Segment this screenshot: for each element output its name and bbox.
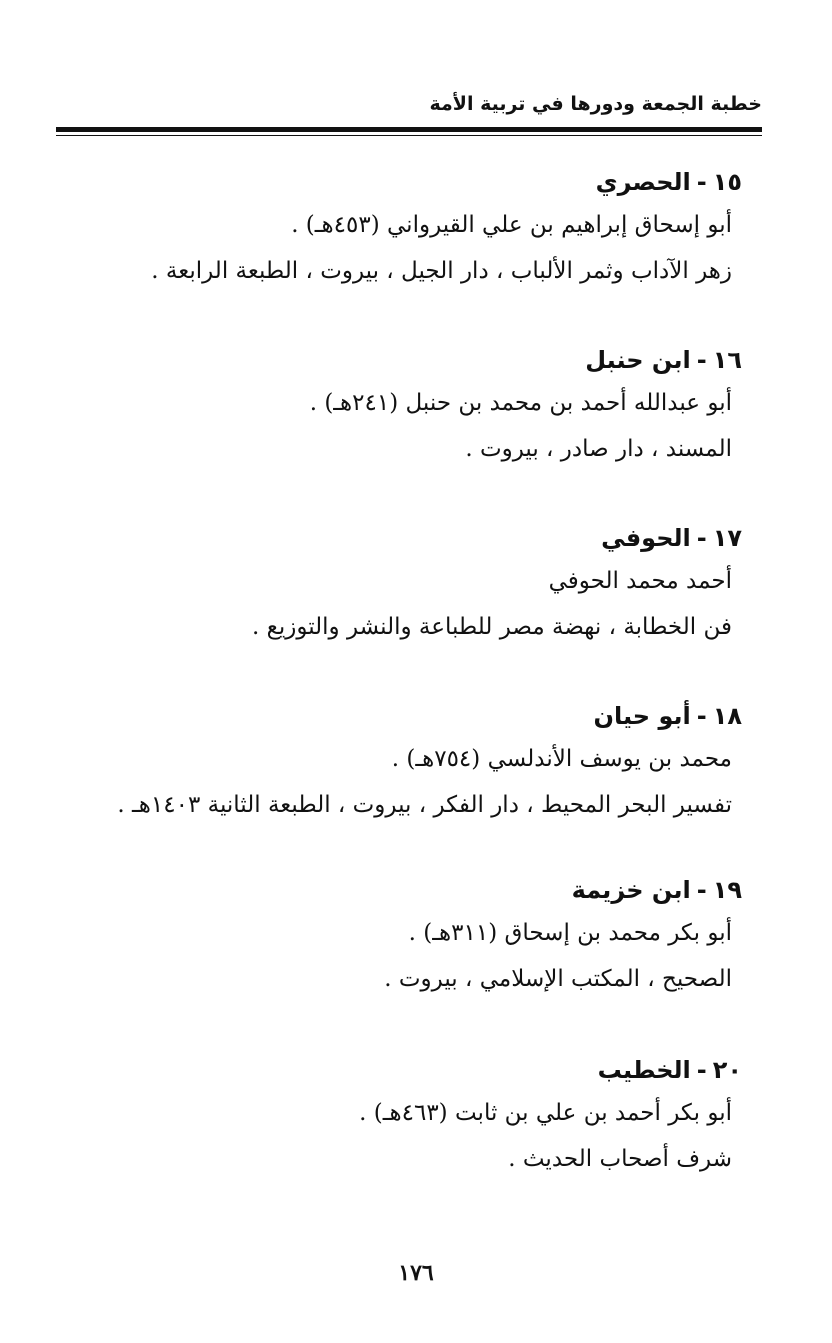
entry-heading <box>60 696 742 736</box>
entry-separator: - <box>696 346 707 374</box>
bibliography-entry-17 <box>60 518 742 650</box>
header-rule-thick <box>56 127 762 132</box>
entry-book: تفسير البحر المحيط ، دار الفكر ، بيروت ، الطبعة الثانية ١٤٠٣هـ . <box>117 792 732 818</box>
entry-author: أبو إسحاق إبراهيم بن علي القيرواني (٤٥٣هـ) . <box>291 212 732 238</box>
entry-author: أحمد محمد الحوفي <box>548 568 732 594</box>
bibliography-entry-15 <box>60 162 742 294</box>
entry-heading <box>60 162 742 202</box>
entry-book: فن الخطابة ، نهضة مصر للطباعة والنشر والتوزيع . <box>251 614 732 640</box>
entry-name: ابن خزيمة <box>571 876 691 904</box>
entry-book: زهر الآداب وثمر الألباب ، دار الجيل ، بيروت ، الطبعة الرابعة . <box>151 258 732 284</box>
entry-name: الحصري <box>595 168 691 196</box>
entry-number: ١٧ <box>712 524 742 552</box>
entry-heading <box>60 870 742 910</box>
entry-number: ٢٠ <box>712 1056 742 1084</box>
entry-number: ١٨ <box>712 702 742 730</box>
entry-separator: - <box>696 876 707 904</box>
entry-separator: - <box>696 702 707 730</box>
entry-heading <box>60 1050 742 1090</box>
entry-separator: - <box>696 1056 707 1084</box>
entry-name: ابن حنبل <box>585 346 691 374</box>
entry-separator: - <box>696 168 707 196</box>
entry-author: أبو عبدالله أحمد بن محمد بن حنبل (٢٤١هـ) . <box>309 390 732 416</box>
entry-number: ١٥ <box>712 168 742 196</box>
entry-book: الصحيح ، المكتب الإسلامي ، بيروت . <box>384 966 732 992</box>
entry-author: أبو بكر محمد بن إسحاق (٣١١هـ) . <box>408 920 732 946</box>
bibliography-entry-18 <box>60 696 742 828</box>
entry-book: شرف أصحاب الحديث . <box>508 1146 732 1172</box>
entry-separator: - <box>696 524 707 552</box>
entry-heading <box>60 518 742 558</box>
entry-name: أبو حيان <box>593 702 691 730</box>
page-number: ١٧٦ <box>398 1260 434 1286</box>
entry-author: محمد بن يوسف الأندلسي (٧٥٤هـ) . <box>391 746 732 772</box>
entry-name: الخطيب <box>597 1056 691 1084</box>
entry-book: المسند ، دار صادر ، بيروت . <box>465 436 732 462</box>
entry-number: ١٩ <box>712 876 742 904</box>
entry-heading <box>60 340 742 380</box>
entry-name: الحوفي <box>601 524 691 552</box>
header-rule-thin <box>56 135 762 136</box>
bibliography-entry-20 <box>60 1050 742 1182</box>
bibliography-entry-19 <box>60 870 742 1002</box>
entry-number: ١٦ <box>712 346 742 374</box>
entry-author: أبو بكر أحمد بن علي بن ثابت (٤٦٣هـ) . <box>359 1100 732 1126</box>
running-header: خطبة الجمعة ودورها في تربية الأمة <box>429 93 762 115</box>
bibliography-entry-16 <box>60 340 742 472</box>
